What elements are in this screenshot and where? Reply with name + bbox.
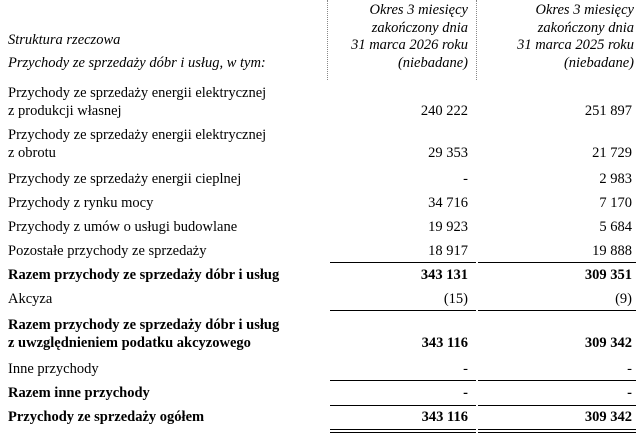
header-col-2026	[318, 2, 468, 72]
row-value-2025: 2 983	[599, 171, 632, 187]
header-col-2025-line: (niebadane)	[563, 54, 634, 71]
row-label: Razem inne przychody	[8, 385, 150, 401]
subtotal-rule	[478, 310, 636, 311]
row-label: Razem przychody ze sprzedaży dóbr i usług	[8, 267, 280, 283]
row-label: Przychody z umów o usługi budowlane	[8, 219, 238, 235]
total-rule	[330, 405, 476, 406]
row-value-2026: -	[463, 385, 468, 401]
header-left-title: Struktura rzeczowa	[8, 32, 121, 48]
total-rule	[330, 432, 476, 433]
row-value-2026: 343 116	[421, 409, 468, 425]
row-label: Inne przychody	[8, 361, 99, 377]
row-value-2025: 309 351	[584, 267, 632, 283]
row-value-2026: 343 131	[420, 267, 468, 283]
row-label: Przychody ze sprzedaży energii elektrycznej	[8, 127, 267, 143]
table-row	[0, 84, 638, 124]
total-rule	[330, 429, 476, 430]
row-value-2025: 251 897	[584, 103, 632, 119]
header-col-2025-line: Okres 3 miesięcy	[535, 2, 634, 18]
row-value-2026: -	[463, 361, 468, 377]
total-rule	[478, 405, 636, 406]
row-label: Przychody ze sprzedaży ogółem	[8, 409, 205, 425]
header-divider	[327, 0, 328, 80]
row-label: Przychody z rynku mocy	[8, 195, 154, 211]
header-col-2026-line: Okres 3 miesięcy	[369, 2, 468, 18]
row-value-2025: 21 729	[592, 145, 632, 161]
header-col-2025-line: zakończony dnia	[537, 19, 634, 36]
row-value-2025: -	[627, 361, 632, 377]
total-rule	[478, 432, 636, 433]
row-label: Pozostałe przychody ze sprzedaży	[8, 243, 207, 259]
row-value-2026: 34 716	[428, 195, 468, 211]
total-rule	[478, 429, 636, 430]
row-value-2026: 19 923	[428, 219, 468, 235]
header-col-2025	[484, 2, 634, 72]
row-value-2025: 309 342	[584, 409, 632, 425]
table-row	[0, 242, 638, 262]
table-header	[0, 0, 638, 80]
table-row-grand-total	[0, 408, 638, 428]
row-value-2025: (9)	[615, 291, 632, 307]
row-value-2026: (15)	[443, 291, 468, 307]
row-label: z obrotu	[8, 145, 56, 161]
row-value-2026: 240 222	[420, 103, 468, 119]
row-value-2025: 5 684	[599, 219, 632, 235]
row-label: Razem przychody ze sprzedaży dóbr i usług	[8, 317, 280, 333]
row-label: z produkcji własnej	[8, 103, 122, 119]
subtotal-rule	[330, 380, 476, 381]
table-row-total	[0, 266, 638, 286]
row-value-2026: 343 116	[421, 335, 468, 351]
header-left-subtitle: Przychody ze sprzedaży dóbr i usług, w tym:	[8, 55, 266, 71]
row-label: Akcyza	[8, 291, 53, 307]
table-row	[0, 360, 638, 380]
header-col-2026-line: (niebadane)	[397, 54, 468, 71]
header-divider	[476, 0, 477, 80]
row-label: Przychody ze sprzedaży energii elektrycznej	[8, 85, 267, 101]
subtotal-rule	[330, 310, 476, 311]
subtotal-rule	[330, 262, 476, 263]
row-value-2026: -	[463, 171, 468, 187]
subtotal-rule	[478, 262, 636, 263]
table-row	[0, 194, 638, 214]
table-row	[0, 290, 638, 310]
row-value-2025: 19 888	[592, 243, 632, 259]
table-row-total	[0, 316, 638, 356]
row-value-2026: 29 353	[428, 145, 468, 161]
table-row	[0, 170, 638, 190]
header-col-2025-line: 31 marca 2025 roku	[517, 37, 634, 53]
table-row-total	[0, 384, 638, 404]
table-row	[0, 218, 638, 238]
row-value-2025: 309 342	[584, 335, 632, 351]
header-col-2026-line: 31 marca 2026 roku	[351, 37, 468, 53]
row-value-2025: 7 170	[599, 195, 632, 211]
table-row	[0, 126, 638, 166]
row-label: z uwzględnieniem podatku akcyzowego	[8, 335, 251, 351]
subtotal-rule	[478, 380, 636, 381]
row-label: Przychody ze sprzedaży energii cieplnej	[8, 171, 242, 187]
row-value-2025: -	[627, 385, 632, 401]
row-value-2026: 18 917	[428, 243, 468, 259]
header-col-2026-line: zakończony dnia	[371, 19, 468, 36]
